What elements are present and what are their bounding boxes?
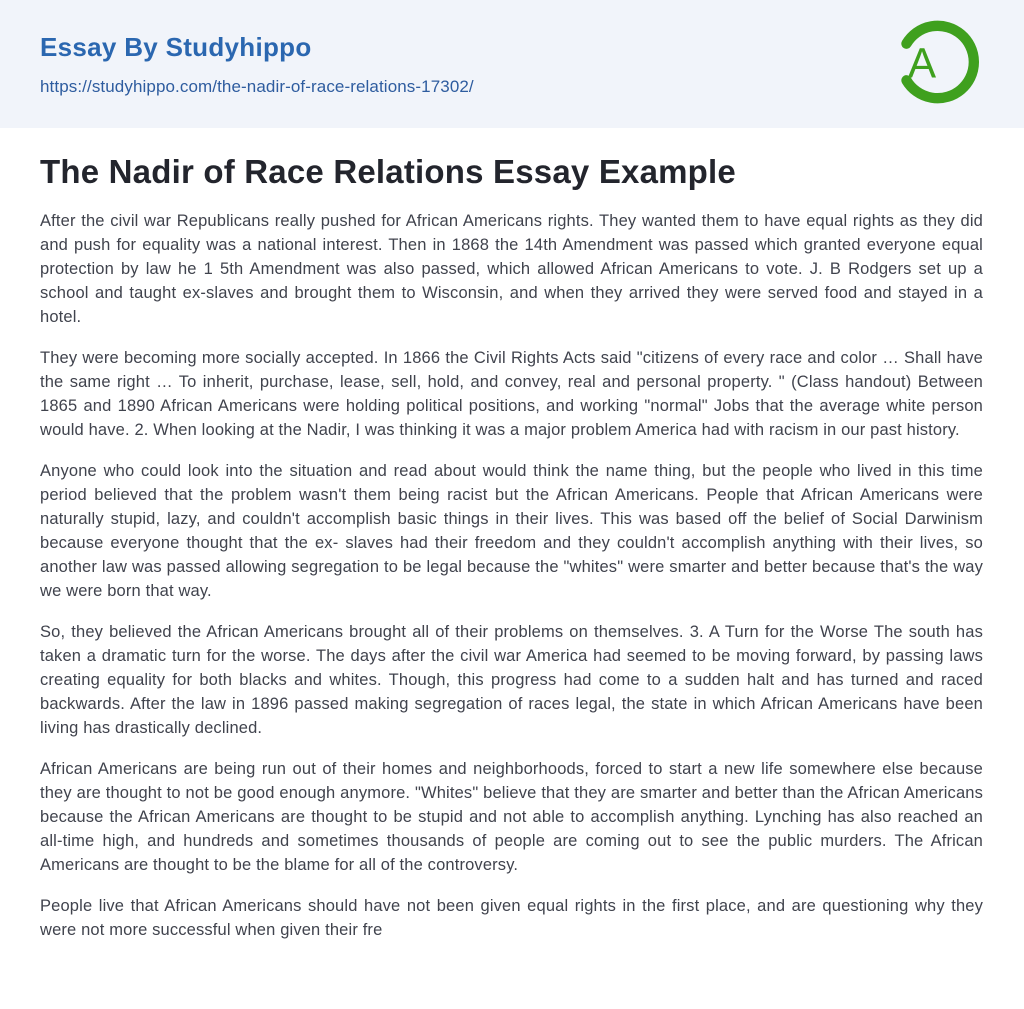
page-header [0,0,1024,128]
logo-letter: A [907,38,937,86]
site-title: Essay By Studyhippo [40,31,312,62]
essay-title: The Nadir of Race Relations Essay Example [40,153,736,190]
essay-paragraph: African Americans are being run out of their homes and neighborhoods, forced to start a new life somewhere else because they are thought to not be good enough anymore. "Whites" believe that they are smarter and better than the African Americans because the African Americans are thought to be stupid and not able to accomplish anything. Lynching has also reached an all-time high, and hundreds and sometimes thousands of people are coming out to see the public murders. The African Americans are thought to be the blame for all of the controversy. [40,760,983,874]
essay-body [40,209,983,942]
essay-paragraph: People live that African Americans should have not been given equal rights in the first place, and are questioning why they were not more successful when given their fre [40,897,983,939]
essay-paragraph: They were becoming more socially accepted. In 1866 the Civil Rights Acts said "citizens of every race and color … Shall have the same right … To inherit, purchase, lease, sell, hold, and convey, real and personal property. " (Class handout) Between 1865 and 1890 African Americans were holding political positions, and working "normal" Jobs that the average white person would have. 2. When looking at the Nadir, I was thinking it was a major problem America had with racism in our past history. [40,349,983,439]
essay-content [0,128,1024,942]
studyhippo-logo-icon [890,15,984,109]
essay-paragraph: So, they believed the African Americans brought all of their problems on themselves. 3. A Turn for the Worse The south has taken a dramatic turn for the worse. The days after the civil war America had seemed to be moving forward, by passing laws creating equality for both blacks and whites. Though, this progress had come to a sudden halt and has turned and raced backwards. After the law in 1896 passed making segregation of races legal, the state in which African Americans have been living has drastically declined. [40,623,983,737]
header-text-block [40,32,474,97]
essay-paragraph: Anyone who could look into the situation and read about would think the name thing, but the people who lived in this time period believed that the problem wasn't them being racist but the African Americans. People that African Americans were naturally stupid, lazy, and couldn't accomplish basic things in their lives. This was based off the belief of Social Darwinism because everyone thought that the ex- slaves had their freedom and they couldn't accomplish anything with their lives, so another law was passed allowing segregation to be legal because the "whites" were smarter and better because that's the way we were born that way. [40,462,983,600]
essay-paragraph: After the civil war Republicans really pushed for African Americans rights. They wanted them to have equal rights as they did and push for equality was a national interest. Then in 1868 the 14th Amendment was passed which granted everyone equal protection by law he 1 5th Amendment was also passed, which allowed African Americans to vote. J. B Rodgers set up a school and taught ex-slaves and brought them to Wisconsin, and when they arrived they were served food and stayed in a hotel. [40,212,983,326]
essay-url-link[interactable]: https://studyhippo.com/the-nadir-of-race-relations-17302/ [40,76,474,96]
studyhippo-logo [890,15,984,114]
